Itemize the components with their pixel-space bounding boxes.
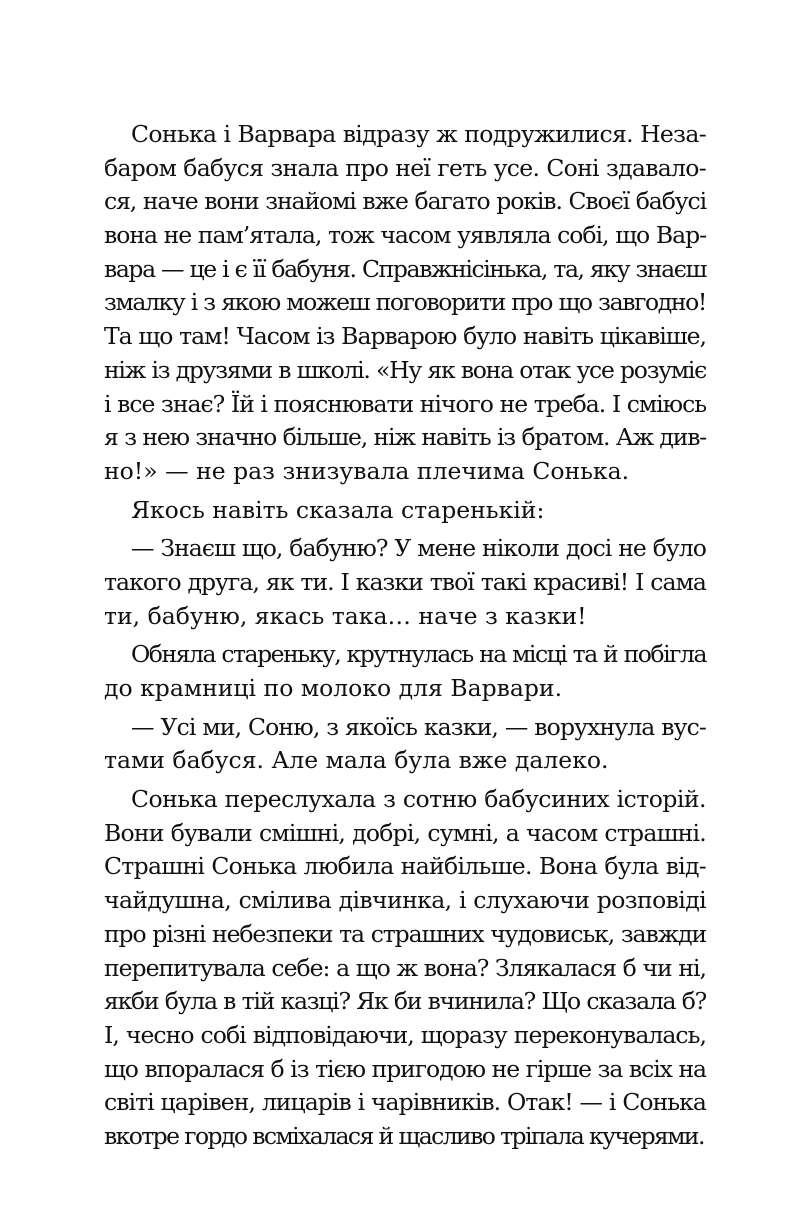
text-line: но!» — не раз знизувала плечима Сонька.: [104, 456, 630, 485]
paragraph: [104, 494, 706, 528]
text-line: Сонька і Варвара відразу ж подружилися. Неза-: [131, 120, 706, 148]
text-line: вкотре гордо всміхалася й щасливо тріпала кучерями.: [104, 1121, 704, 1150]
text-line: Страшні Сонька любила найбільше. Вона була від-: [104, 852, 706, 881]
text-line: вара — це і є її бабуня. Справжнісінька, та, яку знаєш: [104, 254, 706, 283]
text-line: вона не пам’ятала, тож часом уявляла собі, що Вар-: [104, 221, 706, 250]
text-line: що впоралася б із тією пригодою не гірше за всіх на: [104, 1054, 706, 1083]
text-line: ти, бабуню, якась така… наче з казки!: [104, 601, 587, 630]
page-body: [104, 118, 706, 1154]
paragraph: [104, 783, 706, 1154]
text-line: і все знає? Їй і пояснювати нічого не треба. І сміюсь: [104, 389, 706, 418]
text-line: про різні небезпеки та страшних чудовиськ, завжди: [104, 919, 706, 948]
text-line: — Знаєш що, бабуню? У мене ніколи досі не було: [131, 534, 706, 563]
text-line: Сонька переслухала з сотню бабусиних історій.: [131, 785, 706, 814]
text-line: Обняла стареньку, крутнулась на місці та й побігла: [131, 640, 706, 669]
text-line: Якось навіть сказала старенькій:: [131, 495, 545, 524]
text-line: змалку і з якою можеш поговорити про що завгодно!: [104, 288, 706, 317]
text-line: світі царівен, лицарів і чарівників. Отак! — і Сонька: [104, 1088, 706, 1117]
text-line: до крамниці по молоко для Варвари.: [104, 674, 563, 702]
text-line: якби була в тій казці? Як би вчинила? Що сказала б?: [104, 987, 706, 1016]
text-line: ніж із друзями в школі. «Ну як вона отак усе розуміє: [104, 355, 706, 384]
text-line: Та що там! Часом із Варварою було навіть цікавіше,: [104, 322, 706, 351]
text-line: такого друга, як ти. І казки твої такі красиві! І сама: [104, 567, 706, 596]
paragraph: [104, 638, 706, 705]
paragraph: [104, 118, 706, 489]
text-line: баром бабуся знала про неї геть усе. Соні здавало-: [104, 153, 706, 182]
text-line: чайдушна, смілива дівчинка, і слухаючи розповіді: [104, 886, 706, 915]
text-line: ся, наче вони знайомі вже багато років. Своєї бабусі: [104, 187, 706, 216]
text-line: Вони бували смішні, добрі, сумні, а часом страшні.: [104, 818, 706, 847]
text-line: І, чесно собі відповідаючи, щоразу переконувалась,: [104, 1020, 706, 1049]
text-line: тами бабуся. Але мала була вже далеко.: [104, 746, 609, 775]
text-line: перепитувала себе: а що ж вона? Злякалася б чи ні,: [104, 953, 706, 982]
text-line: я з нею значно більше, ніж навіть із братом. Аж див-: [104, 423, 706, 452]
paragraph: [104, 711, 706, 778]
text-line: — Усі ми, Соню, з якоїсь казки, — ворухнула вус-: [131, 712, 706, 741]
paragraph: [104, 532, 706, 633]
